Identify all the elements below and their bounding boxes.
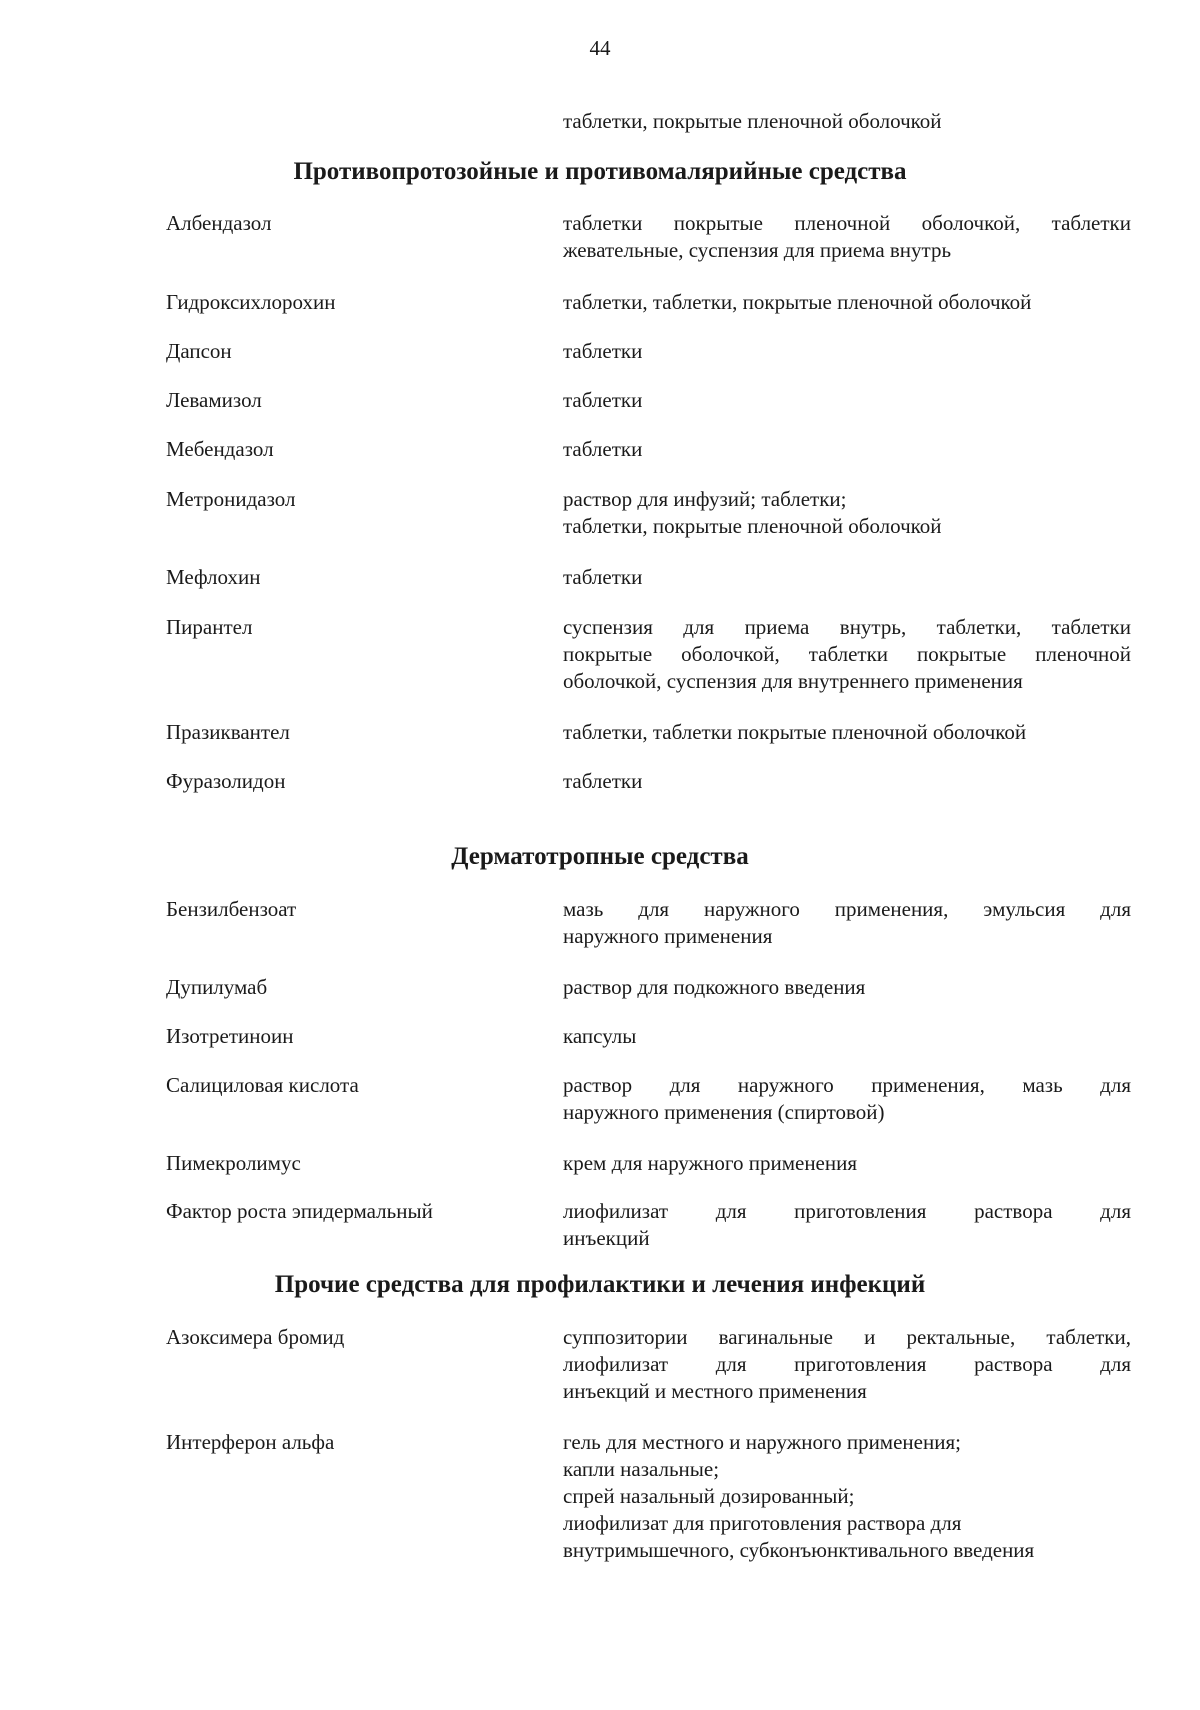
drug-forms: [563, 614, 1131, 695]
forms-line: внутримышечного, субконъюнктивального введения: [563, 1538, 1035, 1562]
drug-forms: [563, 1429, 1131, 1564]
forms-line: капсулы: [563, 1024, 637, 1048]
forms-line: наружного применения (спиртовой): [563, 1100, 885, 1124]
drug-name: Албендазол: [166, 211, 272, 235]
drug-forms: [563, 436, 1131, 463]
forms-line: лиофилизат для приготовления раствора для: [563, 1511, 962, 1535]
drug-forms: [563, 486, 1131, 540]
drug-name: Интерферон альфа: [166, 1430, 335, 1454]
forms-line: таблетки, покрытые пленочной оболочкой: [563, 514, 942, 538]
forms-line: раствор для подкожного введения: [563, 975, 866, 999]
drug-forms: [563, 1023, 1131, 1050]
forms-line: мазь для наружного применения, эмульсия для: [563, 897, 1131, 921]
drug-name: Празиквантел: [166, 720, 290, 744]
forms-line: раствор для наружного применения, мазь для: [563, 1073, 1131, 1097]
forms-line: жевательные, суспензия для приема внутрь: [563, 238, 952, 262]
drug-forms: [563, 210, 1131, 264]
drug-name: Левамизол: [166, 388, 262, 412]
drug-forms: [563, 289, 1131, 316]
section-title-antiprotozoal: Противопротозойные и противомалярийные средства: [293, 158, 907, 185]
forms-line: капли назальные;: [563, 1457, 720, 1481]
section-title-dermatotropic: Дерматотропные средства: [451, 843, 749, 870]
drug-forms: [563, 387, 1131, 414]
drug-forms: [563, 974, 1131, 1001]
drug-forms: [563, 768, 1131, 795]
drug-name: Дапсон: [166, 339, 232, 363]
forms-line: гель для местного и наружного применения;: [563, 1430, 961, 1454]
drug-forms: [563, 564, 1131, 591]
drug-name: Мефлохин: [166, 565, 261, 589]
drug-forms: [563, 896, 1131, 950]
page-number: 44: [589, 36, 611, 60]
forms-line: таблетки: [563, 388, 643, 412]
drug-name: Азоксимера бромид: [166, 1325, 345, 1349]
forms-line: оболочкой, суспензия для внутреннего применения: [563, 669, 1023, 693]
drug-forms: [563, 338, 1131, 365]
forms-line: суппозитории вагинальные и ректальные, таблетки,: [563, 1325, 1131, 1349]
forms-line: инъекций: [563, 1226, 650, 1250]
forms-line: наружного применения: [563, 924, 773, 948]
forms-line: таблетки: [563, 769, 643, 793]
forms-line: лиофилизат для приготовления раствора для: [563, 1199, 1131, 1223]
drug-forms: [563, 1150, 1131, 1177]
forms-line: суспензия для приема внутрь, таблетки, таблетки: [563, 615, 1131, 639]
drug-forms: [563, 719, 1131, 746]
drug-name: Мебендазол: [166, 437, 274, 461]
drug-forms: [563, 1324, 1131, 1405]
forms-line: таблетки: [563, 437, 643, 461]
drug-name: Фуразолидон: [166, 769, 286, 793]
section-title-other-infection: Прочие средства для профилактики и лечения инфекций: [274, 1271, 926, 1298]
forms-line: покрытые оболочкой, таблетки покрытые пленочной: [563, 642, 1131, 666]
forms-line: таблетки покрытые пленочной оболочкой, таблетки: [563, 211, 1131, 235]
drug-name: Бензилбензоат: [166, 897, 297, 921]
forms-line: инъекций и местного применения: [563, 1379, 867, 1403]
forms-line: таблетки, таблетки, покрытые пленочной оболочкой: [563, 290, 1032, 314]
drug-name: Гидроксихлорохин: [166, 290, 336, 314]
continuation-text: таблетки, покрытые пленочной оболочкой: [563, 109, 942, 133]
drug-name: Дупилумаб: [166, 975, 268, 999]
drug-name: Фактор роста эпидермальный: [166, 1199, 433, 1223]
drug-forms: [563, 1198, 1131, 1252]
drug-name: Пирантел: [166, 615, 253, 639]
drug-name: Изотретиноин: [166, 1024, 294, 1048]
forms-line: раствор для инфузий; таблетки;: [563, 487, 847, 511]
drug-forms: [563, 1072, 1131, 1126]
forms-line: лиофилизат для приготовления раствора для: [563, 1352, 1131, 1376]
forms-line: крем для наружного применения: [563, 1151, 858, 1175]
drug-name: Пимекролимус: [166, 1151, 301, 1175]
forms-line: спрей назальный дозированный;: [563, 1484, 855, 1508]
drug-name: Салициловая кислота: [166, 1073, 359, 1097]
forms-line: таблетки: [563, 339, 643, 363]
forms-line: таблетки, таблетки покрытые пленочной оболочкой: [563, 720, 1027, 744]
forms-line: таблетки: [563, 565, 643, 589]
drug-name: Метронидазол: [166, 487, 296, 511]
